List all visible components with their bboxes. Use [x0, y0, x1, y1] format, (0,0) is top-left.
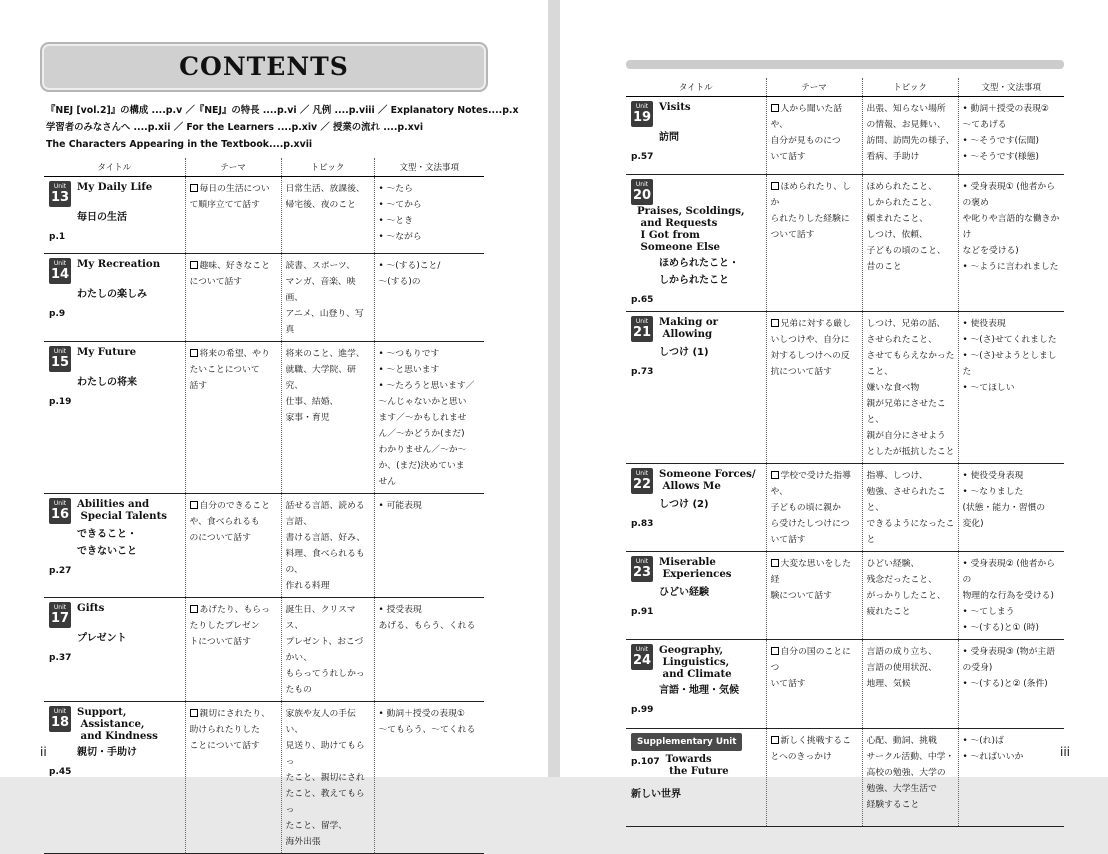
theme-value: 兄弟に対する厳し いしつけや、自分に 対するしつけへの反 抗について話す [770, 318, 851, 377]
unit-japanese-title: わたしの楽しみ [77, 288, 147, 300]
grammar-list [379, 258, 482, 290]
checkbox-icon [190, 709, 198, 717]
unit-label: Unit [635, 645, 649, 653]
topic-text: 家族や友人の手伝い、 見送り、助けてもらっ たこと、親切にされ たこと、教えてもらっ たこと、留学、 海外出張 [285, 708, 365, 847]
unit-theme-cell [766, 463, 862, 551]
unit-title-cell [44, 176, 185, 253]
unit-english-title: Praises, Scoldings, and Requests I Got from Someone Else [637, 204, 745, 253]
theme-text [190, 346, 278, 394]
unit-heading [49, 258, 182, 284]
grammar-list [379, 498, 482, 514]
unit-topic-cell [281, 597, 374, 701]
grammar-item: • ～てしまう [963, 604, 1062, 620]
unit-label: Unit [53, 182, 67, 190]
grammar-item: • ～そうです(伝聞) [963, 133, 1062, 149]
grammar-item: • ～(する)こと/ ～(する)の [379, 258, 482, 290]
unit-japanese-title: ひどい経験 [659, 586, 709, 598]
unit-number: 21 [632, 324, 652, 340]
grammar-item: • 使役表現 [963, 316, 1062, 332]
checkbox-icon [771, 736, 779, 744]
unit-japanese-title: ほめられたこと・ しかられたこと [659, 257, 739, 286]
theme-value: 新しく挑戦するこ とへのきっかけ [770, 735, 851, 762]
unit-japanese-title: しつけ (2) [659, 498, 709, 510]
unit-topic-cell [281, 493, 374, 597]
topic-text: 言語の成り立ち、 言語の使用状況、 地理、気候 [866, 646, 937, 689]
grammar-list [379, 706, 482, 738]
unit-theme-cell [185, 597, 281, 701]
grammar-item: • ～(さ)せてくれました [963, 332, 1062, 348]
theme-value: 毎日の生活につい て順序立てて話す [189, 183, 270, 210]
col-title-header: タイトル [626, 78, 766, 96]
grammar-item: • ～と思います [379, 362, 482, 378]
unit-page-ref: p.9 [49, 308, 66, 319]
book-gutter [548, 0, 560, 777]
unit-grammar-cell [374, 597, 484, 701]
theme-text [190, 258, 278, 290]
unit-grammar-cell [958, 551, 1064, 639]
contents-table-left [44, 158, 484, 854]
unit-theme-cell [185, 493, 281, 597]
theme-value: 学校で受けた指導や、 子どもの頃に親か ら受けたしつけにつ いて話す [770, 470, 851, 545]
unit-title-cell [44, 701, 185, 853]
unit-theme-cell [766, 551, 862, 639]
topic-text: ひどい経験、 残念だったこと、 がっかりしたこと、 疲れたこと [866, 558, 946, 617]
right-page [560, 0, 1108, 810]
grammar-item: • ～(する)と② (条件) [963, 676, 1062, 692]
unit-heading [49, 706, 182, 742]
theme-value: 自分の国のことにつ いて話す [770, 646, 851, 689]
theme-text [190, 498, 278, 546]
checkbox-icon [190, 349, 198, 357]
unit-label: Unit [53, 603, 67, 611]
theme-text [771, 316, 859, 380]
unit-heading [49, 498, 182, 524]
table-header [44, 158, 484, 176]
unit-page-ref: p.73 [631, 366, 654, 377]
unit-grammar-cell [958, 311, 1064, 463]
unit-number: 19 [632, 109, 652, 125]
unit-heading [631, 316, 763, 342]
unit-topic-cell [862, 311, 958, 463]
grammar-list [379, 602, 482, 634]
unit-english-title: Miserable Experiences [659, 555, 732, 580]
unit-number-badge [631, 316, 653, 342]
topic-text: ほめられたこと、 しかられたこと、 頼まれたこと、 しつけ、依頼、 子どもの頃のこと、 昔のこと [866, 181, 946, 272]
unit-number: 20 [632, 187, 652, 203]
unit-page-ref: p.19 [49, 396, 72, 407]
unit-grammar-cell [374, 253, 484, 341]
grammar-item: • 授受表現 あげる、もらう、くれる [379, 602, 482, 634]
unit-english-title: Someone Forces/ Allows Me [659, 467, 756, 492]
theme-text [771, 644, 859, 692]
grammar-item: • ～とき [379, 213, 482, 229]
contents-banner [40, 42, 488, 92]
unit-topic-cell [281, 341, 374, 493]
unit-label: Unit [53, 499, 67, 507]
theme-text [771, 101, 859, 165]
checkbox-icon [771, 471, 779, 479]
checkbox-icon [190, 501, 198, 509]
unit-english-title: Abilities and Special Talents [77, 497, 168, 522]
col-grammar-header: 文型・文法事項 [958, 78, 1064, 96]
theme-value: 自分のできること や、食べられるも のについて話す [189, 500, 270, 543]
unit-number: 23 [632, 564, 652, 580]
theme-value: 親切にされたり、 助けられたりした ことについて話す [189, 708, 270, 751]
unit-number: 16 [50, 506, 70, 522]
grammar-item: • ～なりました (状態・能力・習慣の 変化) [963, 484, 1062, 532]
unit-grammar-cell [958, 639, 1064, 728]
grammar-list [379, 346, 482, 490]
unit-grammar-cell [374, 493, 484, 597]
unit-theme-cell [185, 341, 281, 493]
grammar-list [379, 181, 482, 245]
unit-title-cell [626, 96, 766, 174]
table-header [626, 78, 1064, 96]
unit-row [44, 253, 484, 341]
grammar-item: • ～つもりです [379, 346, 482, 362]
grammar-item: • 受身表現① (他者からの褒め や叱りや言語的な働きかけ などを受ける) [963, 179, 1062, 259]
col-topic-header: トピック [862, 78, 958, 96]
theme-value: 人から聞いた話や、 自分が見ものにつ いて話す [770, 103, 843, 162]
grammar-item: • ～(する)と① (時) [963, 620, 1062, 636]
grammar-item: • ～そうです(様態) [963, 149, 1062, 165]
grammar-item: • ～ればいいか [963, 749, 1062, 765]
checkbox-icon [771, 104, 779, 112]
unit-row [626, 728, 1064, 826]
checkbox-icon [190, 605, 198, 613]
unit-number-badge [49, 258, 71, 284]
checkbox-icon [771, 182, 779, 190]
topic-text: 話せる言語、読める言語、 書ける言語、好み、 料理、食べられるもの、 作れる料理 [285, 500, 366, 591]
unit-number-badge [49, 498, 71, 524]
grammar-item: • ～たろうと思います／ ～んじゃないかと思い ます／～かもしれませ ん／～かどうか(まだ) わかりません／～か～ か、(まだ)決めていま せん [379, 378, 482, 490]
grammar-list [963, 468, 1062, 532]
grammar-list [963, 179, 1062, 275]
grammar-item: • ～てほしい [963, 380, 1062, 396]
unit-topic-cell [862, 551, 958, 639]
unit-theme-cell [185, 253, 281, 341]
grammar-item: • 受身表現② (他者からの 物理的な行為を受ける) [963, 556, 1062, 604]
unit-topic-cell [862, 639, 958, 728]
unit-page-ref: p.99 [631, 704, 654, 715]
grammar-item: • ～(さ)せようとしました [963, 348, 1062, 380]
unit-heading [631, 468, 763, 494]
col-title-header: タイトル [44, 158, 185, 176]
unit-english-title: Geography, Linguistics, and Climate [659, 643, 732, 680]
unit-page-ref: p.57 [631, 151, 654, 162]
unit-japanese-title: 新しい世界 [631, 788, 681, 800]
theme-text [771, 556, 859, 604]
grammar-item: • ～ながら [379, 229, 482, 245]
grammar-item: • 受身表現③ (物が主語 の受身) [963, 644, 1062, 676]
unit-row [44, 597, 484, 701]
topic-text: 心配、動詞、挑戦 サークル活動、中学・ 高校の勉強、大学の 勉強、大学生活で 経験すること [866, 735, 955, 810]
unit-number-badge [49, 706, 71, 732]
page-number-right: iii [1059, 745, 1070, 759]
unit-page-ref: p.65 [631, 294, 654, 305]
unit-number-badge [631, 556, 653, 582]
checkbox-icon [190, 261, 198, 269]
theme-text [771, 179, 859, 243]
unit-theme-cell [766, 96, 862, 174]
grammar-item: • 動詞＋授受の表現② ～てあげる [963, 101, 1062, 133]
contents-heading: CONTENTS [179, 52, 349, 81]
grammar-list [963, 556, 1062, 636]
theme-text [190, 706, 278, 754]
unit-number-badge [49, 346, 71, 372]
unit-japanese-title: プレゼント [77, 632, 127, 644]
unit-page-ref: p.45 [49, 766, 72, 777]
unit-english-title: My Recreation [77, 257, 161, 270]
page-number-left: ii [40, 745, 47, 759]
grammar-item: • ～たら [379, 181, 482, 197]
unit-heading [631, 101, 763, 127]
theme-value: 趣味、好きなこと について話す [189, 260, 270, 287]
grammar-list [963, 101, 1062, 165]
unit-grammar-cell [374, 176, 484, 253]
unit-topic-cell [281, 176, 374, 253]
unit-title-cell [44, 253, 185, 341]
unit-theme-cell [766, 174, 862, 311]
unit-english-title: Visits [659, 100, 691, 113]
unit-number-badge [631, 101, 653, 127]
unit-english-title: Support, Assistance, and Kindness [77, 705, 158, 742]
unit-page-ref: p.37 [49, 652, 72, 663]
grammar-list [963, 316, 1062, 396]
unit-grammar-cell [374, 701, 484, 853]
unit-grammar-cell [958, 174, 1064, 311]
unit-label: Unit [53, 259, 67, 267]
unit-title-cell [626, 311, 766, 463]
top-bar [626, 60, 1064, 69]
grammar-item: • ～(れ)ば [963, 733, 1062, 749]
theme-value: ほめられたり、しか られたりした経験に ついて話す [770, 181, 851, 240]
unit-number: 15 [50, 354, 70, 370]
unit-row [626, 311, 1064, 463]
unit-label: Unit [635, 317, 649, 325]
grammar-item: • 可能表現 [379, 498, 482, 514]
unit-row [626, 174, 1064, 311]
unit-heading [49, 346, 182, 372]
unit-row [44, 701, 484, 853]
unit-row [44, 176, 484, 253]
grammar-list [963, 644, 1062, 692]
unit-row [44, 493, 484, 597]
topic-text: 誕生日、クリスマス、 プレゼント、おこづかい、 もらってうれしかったもの [285, 604, 365, 695]
unit-number: 13 [50, 189, 70, 205]
unit-page-ref: p.83 [631, 518, 654, 529]
theme-text [771, 733, 859, 765]
col-theme-header: テーマ [185, 158, 281, 176]
unit-number-badge [631, 468, 653, 494]
unit-heading [631, 754, 763, 778]
unit-label: Unit [635, 180, 649, 188]
unit-heading [631, 179, 763, 253]
unit-row [626, 551, 1064, 639]
unit-label: Unit [635, 102, 649, 110]
unit-topic-cell [862, 728, 958, 826]
unit-japanese-title: 言語・地理・気候 [659, 684, 739, 696]
unit-topic-cell [281, 253, 374, 341]
unit-number: 22 [632, 476, 652, 492]
unit-japanese-title: わたしの将来 [77, 376, 137, 388]
unit-row [626, 639, 1064, 728]
unit-title-cell [44, 493, 185, 597]
unit-row [44, 341, 484, 493]
unit-row [626, 463, 1064, 551]
topic-text: 読書、スポーツ、 マンガ、音楽、映画、 アニメ、山登り、写真 [285, 260, 364, 335]
unit-label: Unit [53, 707, 67, 715]
unit-theme-cell [766, 728, 862, 826]
topic-text: 指導、しつけ、 勉強、させられたこと、 できるようになったこと [866, 470, 955, 545]
front-matter-line: 学習者のみなさんへ ....p.xii ／ For the Learners ....p.xiv ／ 授業の流れ ....p.xvi [46, 122, 424, 133]
unit-page-ref: p.1 [49, 231, 66, 242]
grammar-item: • ～てから [379, 197, 482, 213]
unit-number: 18 [50, 714, 70, 730]
unit-grammar-cell [374, 341, 484, 493]
col-topic-header: トピック [281, 158, 374, 176]
unit-title-cell [626, 174, 766, 311]
unit-japanese-title: 親切・手助け [77, 746, 137, 758]
unit-title-cell [626, 463, 766, 551]
unit-label: Unit [635, 469, 649, 477]
grammar-item: • 使役受身表現 [963, 468, 1062, 484]
unit-theme-cell [766, 639, 862, 728]
unit-heading [631, 556, 763, 582]
unit-theme-cell [185, 701, 281, 853]
unit-number: 17 [50, 610, 70, 626]
theme-value: 将来の希望、やり たいことについて 話す [189, 348, 270, 391]
unit-english-title: My Future [77, 345, 137, 358]
unit-number-badge [49, 602, 71, 628]
unit-english-title: My Daily Life [77, 180, 153, 193]
unit-page-ref: p.91 [631, 606, 654, 617]
unit-english-title: Gifts [77, 601, 105, 614]
theme-value: あげたり、もらっ たりしたプレゼン トについて話す [189, 604, 270, 647]
unit-japanese-title: できること・ できないこと [77, 528, 137, 557]
topic-text: しつけ、兄弟の話、 させられたこと、 させてもらえなかったこと、 嫌いな食べ物 親が兄弟にさせたこと、 親が自分にさせよう としたが抵抗したこと [866, 318, 955, 457]
unit-japanese-title: 毎日の生活 [77, 211, 127, 223]
checkbox-icon [771, 647, 779, 655]
unit-topic-cell [281, 701, 374, 853]
unit-grammar-cell [958, 96, 1064, 174]
col-theme-header: テーマ [766, 78, 862, 96]
unit-number: 24 [632, 652, 652, 668]
supplementary-unit-badge: Supplementary Unit [631, 733, 742, 751]
unit-title-cell [44, 597, 185, 701]
unit-japanese-title: 訪問 [659, 131, 679, 143]
topic-text: 日常生活、放課後、 帰宅後、夜のこと [285, 183, 365, 210]
contents-table-right [626, 78, 1064, 827]
theme-text [771, 468, 859, 548]
unit-topic-cell [862, 463, 958, 551]
unit-english-title: Making or Allowing [659, 315, 719, 340]
front-matter-index [46, 102, 519, 153]
checkbox-icon [190, 184, 198, 192]
unit-grammar-cell [958, 463, 1064, 551]
unit-label: Unit [635, 557, 649, 565]
left-page [0, 0, 548, 847]
unit-number-badge [631, 644, 653, 670]
unit-number-badge [49, 181, 71, 207]
unit-heading [49, 602, 182, 628]
unit-theme-cell [185, 176, 281, 253]
unit-page-ref: p.107 [631, 756, 660, 767]
checkbox-icon [771, 559, 779, 567]
theme-text [190, 181, 278, 213]
unit-label: Unit [53, 347, 67, 355]
grammar-item: • ～ように言われました [963, 259, 1062, 275]
unit-page-ref: p.27 [49, 565, 72, 576]
unit-title-cell [44, 341, 185, 493]
unit-title-cell [626, 639, 766, 728]
unit-number-badge [631, 179, 653, 205]
unit-number: 14 [50, 266, 70, 282]
front-matter-line: The Characters Appearing in the Textbook....p.xvii [46, 139, 313, 150]
topic-text: 将来のこと、進学、 就職、大学院、研究、 仕事、結婚、 家事・育児 [285, 348, 365, 423]
unit-topic-cell [862, 96, 958, 174]
checkbox-icon [771, 319, 779, 327]
unit-grammar-cell [958, 728, 1064, 826]
theme-value: 大変な思いをした経 験について話す [770, 558, 851, 601]
unit-title-cell [626, 551, 766, 639]
unit-english-title: Towards the Future [665, 753, 729, 777]
unit-japanese-title: しつけ (1) [659, 346, 709, 358]
unit-theme-cell [766, 311, 862, 463]
unit-row [626, 96, 1064, 174]
grammar-list [963, 733, 1062, 765]
unit-topic-cell [862, 174, 958, 311]
unit-heading [631, 644, 763, 680]
front-matter-line: 『NEJ [vol.2]』の構成 ....p.v ／『NEJ』の特長 ....p.vi ／ 凡例 ....p.viii ／ Explanatory Notes....p.x [46, 105, 519, 116]
theme-text [190, 602, 278, 650]
topic-text: 出張、知らない場所 の情報、お見舞い、 訪問、訪問先の様子、 看病、手助け [866, 103, 955, 162]
unit-heading [49, 181, 182, 207]
col-grammar-header: 文型・文法事項 [374, 158, 484, 176]
grammar-item: • 動詞＋授受の表現① ～てもらう、～てくれる [379, 706, 482, 738]
unit-title-cell [626, 728, 766, 826]
